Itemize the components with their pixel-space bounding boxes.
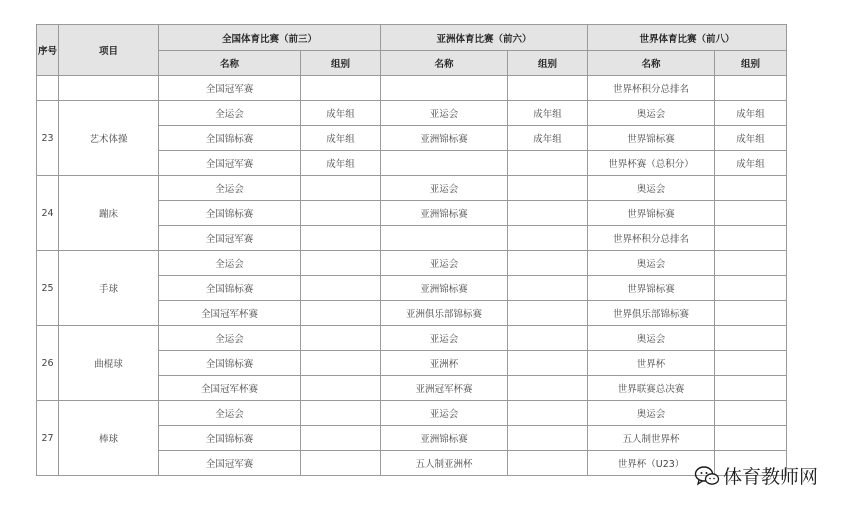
asia-category-cell — [508, 76, 588, 101]
asia-name-cell: 亚洲冠军杯赛 — [381, 376, 508, 401]
national-name-cell: 全国冠军杯赛 — [159, 301, 301, 326]
national-name-cell: 全国冠军赛 — [159, 151, 301, 176]
national-category-cell — [301, 401, 381, 426]
table-row — [37, 176, 787, 201]
world-category-cell — [715, 301, 787, 326]
world-name-cell: 世界联赛总决赛 — [588, 376, 715, 401]
world-name-cell: 世界锦标赛 — [588, 126, 715, 151]
asia-category-cell — [508, 351, 588, 376]
seq-cell: 25 — [37, 251, 59, 326]
world-category-cell: 成年组 — [715, 126, 787, 151]
world-name-cell: 世界杯 — [588, 351, 715, 376]
header-category: 组别 — [715, 51, 787, 76]
asia-name-cell: 亚运会 — [381, 401, 508, 426]
seq-cell: 26 — [37, 326, 59, 401]
world-category-cell: 成年组 — [715, 101, 787, 126]
asia-category-cell — [508, 226, 588, 251]
world-category-cell: 成年组 — [715, 151, 787, 176]
national-category-cell — [301, 351, 381, 376]
asia-category-cell — [508, 326, 588, 351]
asia-name-cell: 亚洲杯 — [381, 351, 508, 376]
header-name: 名称 — [381, 51, 508, 76]
world-name-cell: 世界杯赛（总积分） — [588, 151, 715, 176]
world-name-cell: 世界杯（U23） — [588, 451, 715, 476]
table-row — [37, 101, 787, 126]
national-category-cell — [301, 201, 381, 226]
world-name-cell: 奥运会 — [588, 251, 715, 276]
national-name-cell: 全运会 — [159, 326, 301, 351]
asia-name-cell: 亚运会 — [381, 101, 508, 126]
seq-cell: 27 — [37, 401, 59, 476]
asia-category-cell — [508, 451, 588, 476]
national-name-cell: 全国锦标赛 — [159, 276, 301, 301]
asia-category-cell — [508, 201, 588, 226]
asia-category-cell — [508, 376, 588, 401]
header-name: 名称 — [159, 51, 301, 76]
asia-name-cell — [381, 151, 508, 176]
national-name-cell: 全运会 — [159, 251, 301, 276]
world-name-cell: 世界锦标赛 — [588, 276, 715, 301]
world-name-cell: 世界俱乐部锦标赛 — [588, 301, 715, 326]
national-category-cell: 成年组 — [301, 101, 381, 126]
national-name-cell: 全国冠军赛 — [159, 451, 301, 476]
header-item: 项目 — [59, 25, 159, 76]
national-category-cell — [301, 251, 381, 276]
asia-category-cell: 成年组 — [508, 101, 588, 126]
table-row — [37, 401, 787, 426]
header-asia: 亚洲体育比赛（前六） — [381, 25, 588, 51]
national-name-cell: 全运会 — [159, 101, 301, 126]
asia-name-cell — [381, 76, 508, 101]
header-national: 全国体育比赛（前三） — [159, 25, 381, 51]
asia-name-cell: 亚洲锦标赛 — [381, 126, 508, 151]
national-category-cell — [301, 226, 381, 251]
sport-cell — [59, 76, 159, 101]
national-category-cell: 成年组 — [301, 151, 381, 176]
world-category-cell — [715, 176, 787, 201]
watermark — [694, 462, 818, 489]
competition-table — [36, 24, 787, 476]
asia-name-cell: 亚运会 — [381, 176, 508, 201]
world-category-cell — [715, 201, 787, 226]
header-category: 组别 — [508, 51, 588, 76]
world-category-cell — [715, 276, 787, 301]
asia-name-cell: 亚洲锦标赛 — [381, 201, 508, 226]
asia-category-cell — [508, 426, 588, 451]
national-category-cell — [301, 176, 381, 201]
asia-category-cell — [508, 151, 588, 176]
asia-name-cell: 亚运会 — [381, 251, 508, 276]
national-name-cell: 全运会 — [159, 176, 301, 201]
asia-category-cell: 成年组 — [508, 126, 588, 151]
table-row — [37, 251, 787, 276]
national-category-cell — [301, 426, 381, 451]
header-world: 世界体育比赛（前八） — [588, 25, 787, 51]
national-name-cell: 全国锦标赛 — [159, 126, 301, 151]
wechat-icon — [694, 465, 720, 487]
sport-cell: 手球 — [59, 251, 159, 326]
world-category-cell — [715, 326, 787, 351]
world-category-cell — [715, 401, 787, 426]
national-category-cell — [301, 326, 381, 351]
asia-name-cell — [381, 226, 508, 251]
world-name-cell: 世界锦标赛 — [588, 201, 715, 226]
national-category-cell: 成年组 — [301, 126, 381, 151]
national-category-cell — [301, 451, 381, 476]
sport-cell: 蹦床 — [59, 176, 159, 251]
seq-cell — [37, 76, 59, 101]
asia-name-cell: 亚洲俱乐部锦标赛 — [381, 301, 508, 326]
national-category-cell — [301, 276, 381, 301]
header-seq: 序号 — [37, 25, 59, 76]
seq-cell: 24 — [37, 176, 59, 251]
table-header — [37, 25, 787, 76]
sport-cell: 曲棍球 — [59, 326, 159, 401]
world-name-cell: 奥运会 — [588, 176, 715, 201]
header-name: 名称 — [588, 51, 715, 76]
world-category-cell — [715, 226, 787, 251]
national-name-cell: 全国冠军杯赛 — [159, 376, 301, 401]
national-name-cell: 全国冠军赛 — [159, 76, 301, 101]
asia-category-cell — [508, 251, 588, 276]
table-body — [37, 76, 787, 476]
world-name-cell: 世界杯积分总排名 — [588, 226, 715, 251]
national-name-cell: 全国锦标赛 — [159, 201, 301, 226]
world-name-cell: 世界杯积分总排名 — [588, 76, 715, 101]
world-category-cell — [715, 426, 787, 451]
sport-cell: 艺术体操 — [59, 101, 159, 176]
asia-category-cell — [508, 301, 588, 326]
asia-category-cell — [508, 276, 588, 301]
asia-name-cell: 五人制亚洲杯 — [381, 451, 508, 476]
asia-category-cell — [508, 176, 588, 201]
world-name-cell: 奥运会 — [588, 326, 715, 351]
world-category-cell — [715, 251, 787, 276]
national-name-cell: 全国锦标赛 — [159, 426, 301, 451]
national-name-cell: 全国冠军赛 — [159, 226, 301, 251]
national-name-cell: 全国锦标赛 — [159, 351, 301, 376]
asia-name-cell: 亚洲锦标赛 — [381, 426, 508, 451]
national-name-cell: 全运会 — [159, 401, 301, 426]
watermark-text: 体育教师网 — [723, 466, 819, 488]
asia-name-cell: 亚运会 — [381, 326, 508, 351]
table-row — [37, 326, 787, 351]
world-category-cell — [715, 351, 787, 376]
asia-category-cell — [508, 401, 588, 426]
header-category: 组别 — [301, 51, 381, 76]
sport-cell: 棒球 — [59, 401, 159, 476]
national-category-cell — [301, 76, 381, 101]
national-category-cell — [301, 376, 381, 401]
seq-cell: 23 — [37, 101, 59, 176]
table-row — [37, 76, 787, 101]
world-category-cell — [715, 376, 787, 401]
world-name-cell: 奥运会 — [588, 401, 715, 426]
national-category-cell — [301, 301, 381, 326]
world-category-cell — [715, 76, 787, 101]
world-name-cell: 奥运会 — [588, 101, 715, 126]
world-name-cell: 五人制世界杯 — [588, 426, 715, 451]
asia-name-cell: 亚洲锦标赛 — [381, 276, 508, 301]
